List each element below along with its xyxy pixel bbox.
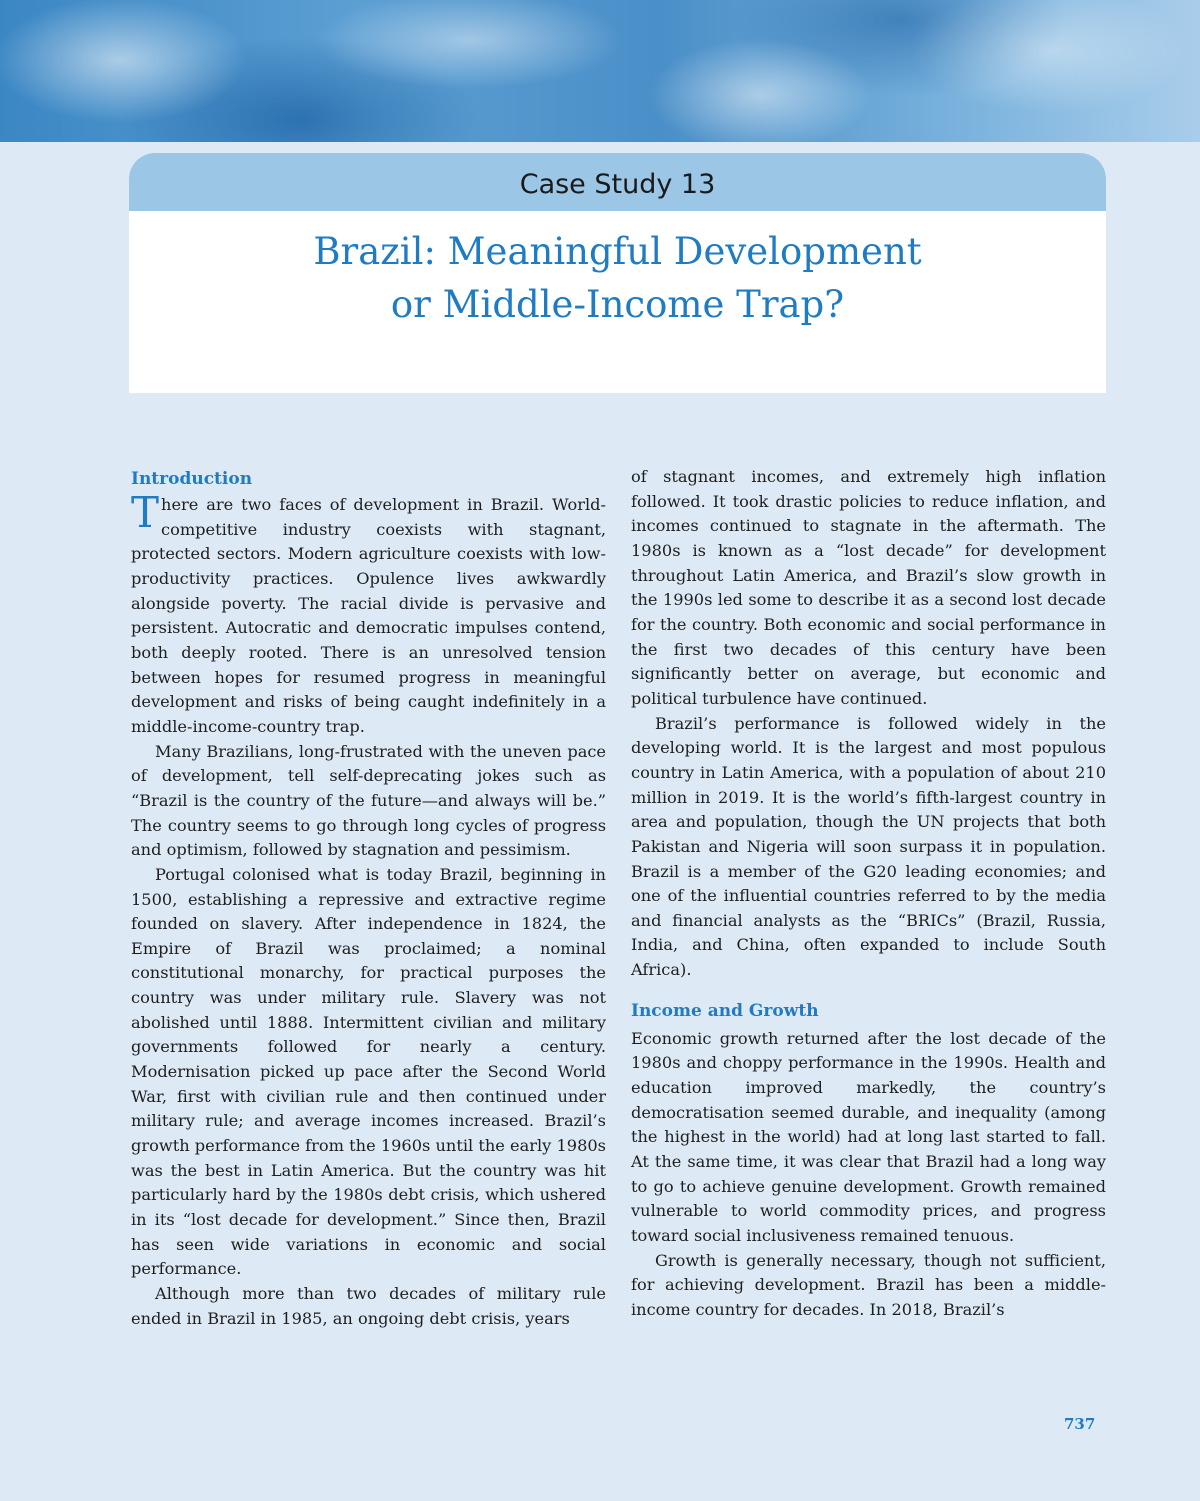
case-study-tab [129, 153, 1106, 211]
introduction-heading: Introduction [131, 469, 253, 489]
chapter-title-line2: or Middle-Income Trap? [390, 283, 845, 326]
income-paragraph-2: Growth is generally necessary, though not sufficient, for achieving development. Brazil has been a middle-income country for decades. In 2018, Brazil’s [631, 1250, 1106, 1319]
left-column [131, 465, 606, 1331]
page-number: 737 [1064, 1415, 1096, 1433]
income-growth-heading: Income and Growth [631, 1000, 819, 1021]
right-paragraph-1: of stagnant incomes, and extremely high inflation followed. It took drastic policies to reduce inflation, and incomes continued to stagnate in the aftermath. The 1980s is known as a “lost decade” for development throughout Latin America, and Brazil’s slow growth in the 1990s led some to describe it as a second lost decade for the country. Both economic and social performance in the first two decades of this century have been significantly better on average, but economic and political turbulence have continued. [631, 467, 1106, 708]
right-paragraph-2: Brazil’s performance is followed widely in the developing world. It is the largest and most populous country in Latin America, with a population of about 210 million in 2019. It is the world’s fifth-largest country in area and population, though the UN projects that both Pakistan and Nigeria will soon surpass it in population. Brazil is a member of the G20 leading economies; and one of the influential countries referred to by the media and financial analysts as the “BRICs” (Brazil, Russia, India, and China, often expanded to include South Africa). [631, 713, 1106, 980]
chapter-title-line1: Brazil: Meaningful Development [313, 230, 922, 273]
intro-paragraph-1 [131, 488, 606, 740]
intro-paragraph-4: Although more than two decades of military rule ended in Brazil in 1985, an ongoing debt crisis, years [131, 1284, 606, 1328]
title-box [129, 153, 1106, 393]
header-banner-image [0, 0, 1200, 142]
intro-paragraph-3: Portugal colonised what is today Brazil, beginning in 1500, establishing a repressive and extractive regime founded on slavery. After independence in 1824, the Empire of Brazil was proclaimed; a nominal constitutional monarchy, for practical purposes the country was under military rule. Slavery was not abolished until 1888. Intermittent civilian and military governments followed for nearly a century. Modernisation picked up pace after the Second World War, first with civilian rule and then continued under military rule; and average incomes increased. Brazil’s growth performance from the 1960s until the early 1980s was the best in Latin America. But the country was hit particularly hard by the 1980s debt crisis, which ushered in its “lost decade for development.” Since then, Brazil has seen wide variations in economic and social performance. [131, 864, 606, 1279]
case-study-label: Case Study 13 [519, 168, 716, 200]
intro-paragraph-1-text: here are two faces of development in Brazil. World-competitive industry coexists with stagnant, protected sectors. Modern agriculture coexists with low-productivity practices. Opulence lives awkwardly alongside poverty. The racial divide is pervasive and persistent. Autocratic and democratic impulses contend, both deeply rooted. There is an unresolved tension between hopes for resumed progress in meaningful development and risks of being caught indefinitely in a middle-income-country trap. [131, 495, 606, 736]
right-column [631, 465, 1106, 1323]
drop-cap: T [131, 488, 160, 537]
chapter-title [129, 225, 1106, 331]
intro-paragraph-2: Many Brazilians, long-frustrated with the uneven pace of development, tell self-deprecating jokes such as “Brazil is the country of the future—and always will be.” The country seems to go through long cycles of progress and optimism, followed by stagnation and pessimism. [131, 741, 606, 860]
income-paragraph-1: Economic growth returned after the lost decade of the 1980s and choppy performance in the 1990s. Health and education improved markedly, the country’s democratisation seemed durable, and inequality (among the highest in the world) had at long last started to fall. At the same time, it was clear that Brazil had a long way to go to achieve genuine development. Growth remained vulnerable to world commodity prices, and progress toward social inclusiveness remained tenuous. [631, 1028, 1106, 1246]
